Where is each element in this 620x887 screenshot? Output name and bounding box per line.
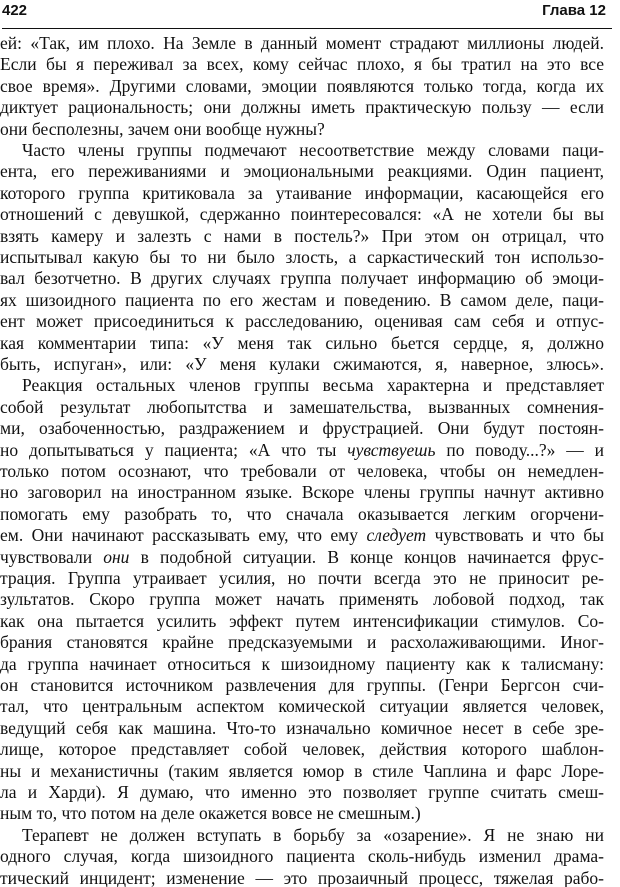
text-line: он становится источником развлечения для группы. (Генри Бергсон счи- [0,675,604,695]
text-line: ях шизоидного пациента по его жестам и поведению. В самом деле, паци- [0,289,604,310]
text-segment: но допытываться у пациента; «А что ты [0,439,348,460]
text-line: ны и механистичны (таким является юмор в стиле Чаплина и фарс Лоре- [0,760,604,781]
paragraph-first-line: Часто члены группы подмечают несоответствие между словами паци- [22,140,604,160]
text-line: собой результат любопытства и замешательства, вызванных сомнения- [0,396,604,417]
text-segment: по поводу...?» — и [435,439,604,460]
text-line: ей: «Так, им плохо. На Земле в данный момент страдают миллионы людей. [0,33,604,53]
text-line: тал, что центральным аспектом комической ситуации является человек, [0,696,604,717]
text-segment: в подобной ситуации. В конце концов начинается фрус- [129,546,604,567]
page-header [2,2,612,24]
text-line: как она пытается усилить эффект путем интенсификации стимулов. Со- [0,610,604,631]
page-number: 422 [2,2,28,19]
text-line: ента, его переживаниями и эмоциональными реакциями. Один пациент, [0,161,604,182]
text-line: но заговорил на иностранном языке. Вскоре члены группы начнут активно [0,482,604,503]
text-segment: чувствовали [0,546,104,567]
text-line [0,440,604,461]
text-line: взять камеру и залезть с нами в постель?» При этом он отрицал, что [0,225,604,246]
text-line: они бесполезны, зачем они вообще нужны? [0,118,325,139]
text-line: ным то, что потом на деле окажется вовсе не смешным.) [0,803,421,824]
text-segment: чувствовать и что бы [426,525,604,546]
chapter-title: Глава 12 [542,2,606,19]
text-line: одного случая, когда шизоидного пациента сколь-нибудь изменил драма- [0,846,604,867]
text-line: которого группа критиковала за утаивание информации, касающейся его [0,182,604,203]
emphasis-text: чувствуешь [347,439,436,460]
text-line: отношений с девушкой, сдержанно поинтересовался: «А не хотели бы вы [0,204,604,225]
text-line: да группа начинает относиться к шизоидному пациенту как к талисману: [0,653,604,674]
text-line: только потом осознают, что требовали от человека, чтобы он немедлен- [0,461,604,481]
text-line [0,525,604,546]
text-line: вал безотчетно. В других случаях группа получает информацию об эмоци- [0,268,604,289]
text-line: ми, озабоченностью, раздражением и фрустрацией. Они будут постоян- [0,418,604,439]
emphasis-text: следует [366,525,427,546]
text-line: лище, которое представляет собой человек, действия которого шаблон- [0,739,604,760]
text-line: зультатов. Скоро группа может начать применять лобовой подход, так [0,589,604,610]
text-segment: ем. Они начинают рассказывать ему, что ему [0,525,367,546]
text-line: Если бы я переживал за всех, кому сейчас плохо, я бы тратил на это все [0,54,604,75]
text-line: тический инцидент; изменение — это прозаичный процесс, тяжелая рабо- [0,867,604,887]
text-line: брания становятся крайне предсказуемыми и расхолаживающими. Иног- [0,632,604,653]
text-line: ла и Харди). Я думаю, что именно это позволяет группе считать смеш- [0,782,604,802]
text-line: ведущий себя как машина. Что-то изначально комичное несет в себе зре- [0,717,604,738]
text-line: помогать ему разобрать то, что сначала оказывается легким огорчени- [0,503,604,524]
paragraph-first-line: Терапевт не должен вступать в борьбу за «озарение». Я не знаю ни [22,824,604,845]
text-line: испытывал какую бы то ни было злость, а саркастический тон использо- [0,247,604,267]
text-line: трация. Группа утраивает усилия, но почти всегда это не приносит ре- [0,568,604,588]
paragraph-first-line: Реакция остальных членов группы весьма характерна и представляет [22,375,604,396]
text-line: быть, испуган», или: «У меня кулаки сжимаются, я, наверное, злюсь». [0,354,604,374]
text-line [0,547,604,568]
header-rule [2,28,612,29]
text-line: свое время». Другими словами, эмоции появляются только тогда, когда их [0,75,604,96]
text-line: кая комментарии типа: «У меня так сильно бьется сердце, я, должно [0,332,604,353]
text-line: ент может присоединиться к расследованию, оценивая сам себя и отпус- [0,311,604,332]
text-line: диктует рациональность; они должны иметь практическую пользу — если [0,97,604,118]
emphasis-text: они [103,546,130,567]
